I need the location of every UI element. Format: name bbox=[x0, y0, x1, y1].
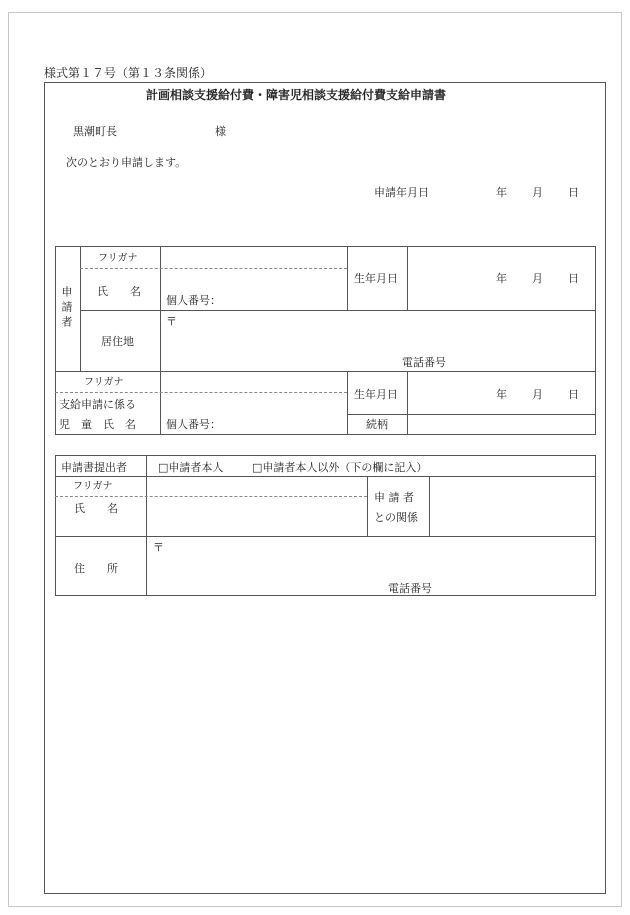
applicant-birthdate-label: 生年月日 bbox=[354, 272, 398, 285]
child-birth-year: 年 bbox=[496, 388, 507, 401]
addressee-name: 黒潮町長 bbox=[73, 125, 117, 138]
submitter-address-label: 住 所 bbox=[74, 562, 118, 575]
submitter-label: 申請書提出者 bbox=[61, 461, 127, 474]
applicant-address-label: 居住地 bbox=[101, 335, 134, 348]
applicant-table bbox=[55, 246, 596, 435]
addressee-honorific: 様 bbox=[215, 125, 226, 138]
applicant-name-label: 氏 名 bbox=[97, 285, 141, 298]
child-furigana-label: フリガナ bbox=[84, 377, 124, 388]
submitter-postal-mark: 〒 bbox=[153, 541, 164, 554]
child-label-line1: 支給申請に係る bbox=[59, 398, 136, 411]
submitter-option-self[interactable]: □申請者本人 bbox=[158, 461, 224, 474]
form-number: 様式第１７号（第１３条関係） bbox=[44, 66, 213, 80]
applicant-postal-mark: 〒 bbox=[166, 315, 177, 328]
intro-text: 次のとおり申請します。 bbox=[66, 156, 187, 169]
applicant-birth-day: 日 bbox=[568, 272, 579, 285]
application-date-label: 申請年月日 bbox=[374, 186, 429, 199]
applicant-furigana-label: フリガナ bbox=[98, 253, 138, 264]
application-date-year: 年 bbox=[496, 186, 507, 199]
submitter-name-label: 氏 名 bbox=[74, 502, 118, 515]
child-label-line2: 児 童 氏 名 bbox=[59, 418, 136, 431]
application-date-day: 日 bbox=[568, 186, 579, 199]
child-relation-label: 続柄 bbox=[366, 418, 388, 431]
submitter-furigana-label: フリガナ bbox=[73, 481, 113, 492]
application-date-month: 月 bbox=[532, 186, 543, 199]
submitter-phone-label: 電話番号 bbox=[388, 582, 432, 595]
submitter-relation-line2: との関係 bbox=[374, 511, 418, 524]
applicant-personal-number-label: 個人番号： bbox=[166, 294, 221, 307]
child-birth-month: 月 bbox=[532, 388, 543, 401]
applicant-birth-month: 月 bbox=[532, 272, 543, 285]
child-birthdate-label: 生年月日 bbox=[354, 388, 398, 401]
child-birth-day: 日 bbox=[568, 388, 579, 401]
applicant-section-label: 申請者 bbox=[60, 286, 73, 331]
form-title: 計画相談支援給付費・障害児相談支援給付費支給申請書 bbox=[146, 88, 447, 102]
submitter-relation-line1: 申 請 者 bbox=[374, 491, 414, 504]
child-personal-number-label: 個人番号： bbox=[166, 418, 221, 431]
submitter-option-other[interactable]: □申請者本人以外（下の欄に記入） bbox=[252, 461, 428, 474]
applicant-phone-label: 電話番号 bbox=[402, 356, 446, 369]
applicant-birth-year: 年 bbox=[496, 272, 507, 285]
